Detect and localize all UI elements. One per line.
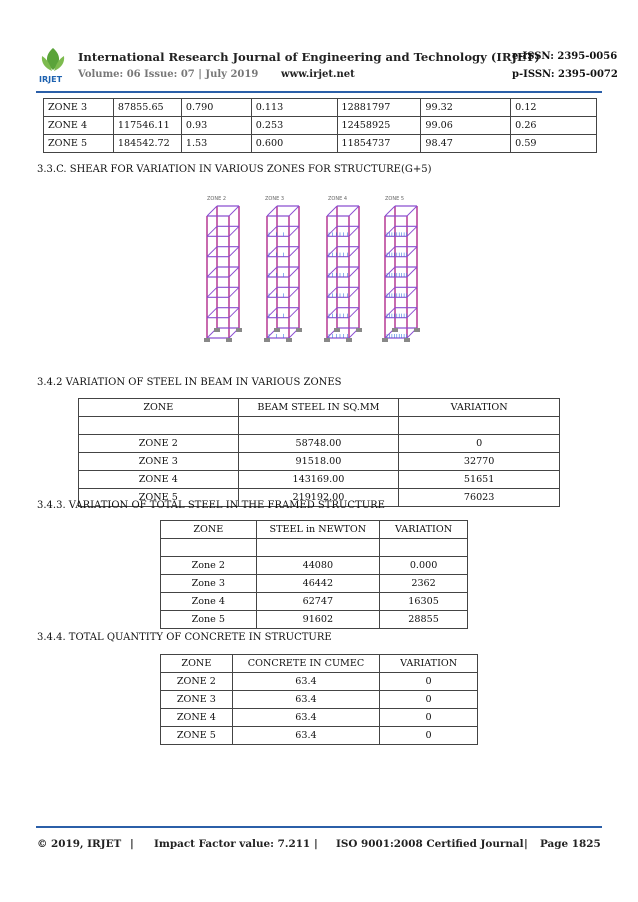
p-issn: p-ISSN: 2395-0072: [512, 69, 618, 80]
table-cell: 0: [399, 435, 560, 453]
table-row: [161, 593, 468, 611]
table-cell: 32770: [399, 453, 560, 471]
table-cell: 219192.00: [238, 489, 399, 507]
table-row: [161, 557, 468, 575]
column-header: ZONE: [161, 521, 257, 539]
header-rule: [36, 91, 602, 93]
table-cell: ZONE 3: [161, 691, 233, 709]
table-cell: 11854737: [337, 135, 421, 153]
table-cell: 76023: [399, 489, 560, 507]
column-header: VARIATION: [380, 655, 478, 673]
table-cell: 63.4: [232, 727, 379, 745]
column-header: BEAM STEEL IN SQ.MM: [238, 399, 399, 417]
table-row: [44, 135, 597, 153]
table-cell: 87855.65: [113, 99, 181, 117]
zone-label: ZONE 2: [207, 196, 227, 202]
column-header: VARIATION: [380, 521, 468, 539]
table-cell: 62747: [256, 593, 380, 611]
table-cell: 63.4: [232, 691, 379, 709]
table-cell: 0.59: [511, 135, 597, 153]
table-cell: 0: [380, 673, 478, 691]
beam-steel-table: [78, 398, 560, 507]
table-cell: 63.4: [232, 673, 379, 691]
table-row-empty: [161, 539, 468, 557]
footer-rule: [36, 826, 602, 828]
table-cell: 0: [380, 727, 478, 745]
table-cell: 0.113: [251, 99, 337, 117]
table-cell: ZONE 4: [79, 471, 239, 489]
table-cell: Zone 5: [161, 611, 257, 629]
table-cell: 99.32: [421, 99, 511, 117]
structure-frames-figure: [195, 192, 420, 360]
table-cell: 51651: [399, 471, 560, 489]
table-cell: 117546.11: [113, 117, 181, 135]
table-cell: 0.790: [181, 99, 251, 117]
continued-results-table: [43, 98, 597, 153]
table-header-row: [161, 521, 468, 539]
table-cell: 46442: [256, 575, 380, 593]
table-cell: 99.06: [421, 117, 511, 135]
table-row: [79, 435, 560, 453]
column-header: ZONE: [79, 399, 239, 417]
table-cell: 0.600: [251, 135, 337, 153]
footer-separator: |: [314, 838, 318, 850]
table-cell: 98.47: [421, 135, 511, 153]
section-heading-concrete: 3.4.4. TOTAL QUANTITY OF CONCRETE IN STRUCTURE: [37, 632, 332, 643]
table-cell: Zone 3: [161, 575, 257, 593]
table-row: [79, 471, 560, 489]
journal-website[interactable]: www.irjet.net: [281, 69, 355, 80]
table-cell: ZONE 4: [44, 117, 114, 135]
table-cell: Zone 2: [161, 557, 257, 575]
footer-separator: |: [130, 838, 134, 850]
table-cell: 0.93: [181, 117, 251, 135]
table-cell: 58748.00: [238, 435, 399, 453]
table-cell: 63.4: [232, 709, 379, 727]
table-cell: ZONE 5: [161, 727, 233, 745]
section-heading-shear: 3.3.C. SHEAR FOR VARIATION IN VARIOUS ZONES FOR STRUCTURE(G+5): [37, 164, 432, 175]
table-cell: 91518.00: [238, 453, 399, 471]
table-row-empty: [79, 417, 560, 435]
table-row: [44, 99, 597, 117]
zone-label: ZONE 5: [385, 196, 405, 202]
e-issn: e-ISSN: 2395-0056: [512, 51, 618, 62]
table-cell: 0.26: [511, 117, 597, 135]
total-steel-table: [160, 520, 468, 629]
column-header: VARIATION: [399, 399, 560, 417]
table-cell: ZONE 2: [79, 435, 239, 453]
footer-impact-factor: Impact Factor value: 7.211: [154, 838, 311, 850]
table-cell: Zone 4: [161, 593, 257, 611]
footer-separator: |: [524, 838, 528, 850]
table-row: [44, 117, 597, 135]
table-cell: ZONE 5: [79, 489, 239, 507]
frame-drawings: [204, 206, 420, 342]
table-cell: 0.12: [511, 99, 597, 117]
table-row: [161, 575, 468, 593]
table-cell: 44080: [256, 557, 380, 575]
table-row: [161, 709, 478, 727]
concrete-table: [160, 654, 478, 745]
table-row: [79, 453, 560, 471]
column-header: CONCRETE IN CUMEC: [232, 655, 379, 673]
table-cell: 0.253: [251, 117, 337, 135]
table-header-row: [79, 399, 560, 417]
table-cell: 12881797: [337, 99, 421, 117]
table-cell: 1.53: [181, 135, 251, 153]
section-heading-total-steel: 3.4.3. VARIATION OF TOTAL STEEL IN THE FRAMED STRUCTURE: [37, 500, 385, 511]
footer-copyright: © 2019, IRJET: [37, 838, 122, 850]
table-cell: 91602: [256, 611, 380, 629]
irjet-logo: [36, 46, 70, 84]
table-cell: ZONE 3: [79, 453, 239, 471]
table-cell: 0: [380, 709, 478, 727]
column-header: STEEL in NEWTON: [256, 521, 380, 539]
table-cell: 12458925: [337, 117, 421, 135]
table-cell: ZONE 4: [161, 709, 233, 727]
zone-label: ZONE 3: [265, 196, 285, 202]
volume-issue: Volume: 06 Issue: 07 | July 2019: [78, 69, 259, 80]
journal-title: International Research Journal of Engineering and Technology (IRJET): [78, 50, 540, 64]
table-cell: ZONE 3: [44, 99, 114, 117]
footer-page-number: Page 1825: [540, 838, 601, 850]
svg-text:IRJET: IRJET: [39, 75, 63, 84]
column-header: ZONE: [161, 655, 233, 673]
table-cell: 28855: [380, 611, 468, 629]
table-row: [161, 611, 468, 629]
table-header-row: [161, 655, 478, 673]
footer-iso: ISO 9001:2008 Certified Journal: [336, 838, 524, 850]
table-cell: ZONE 5: [44, 135, 114, 153]
table-row: [161, 673, 478, 691]
section-heading-beam-steel: 3.4.2 VARIATION OF STEEL IN BEAM IN VARIOUS ZONES: [37, 377, 342, 388]
table-cell: 143169.00: [238, 471, 399, 489]
table-cell: 0: [380, 691, 478, 709]
table-cell: ZONE 2: [161, 673, 233, 691]
table-cell: 16305: [380, 593, 468, 611]
table-cell: 184542.72: [113, 135, 181, 153]
table-row: [161, 691, 478, 709]
zone-label: ZONE 4: [328, 196, 348, 202]
table-cell: 0.000: [380, 557, 468, 575]
table-row: [161, 727, 478, 745]
table-cell: 2362: [380, 575, 468, 593]
